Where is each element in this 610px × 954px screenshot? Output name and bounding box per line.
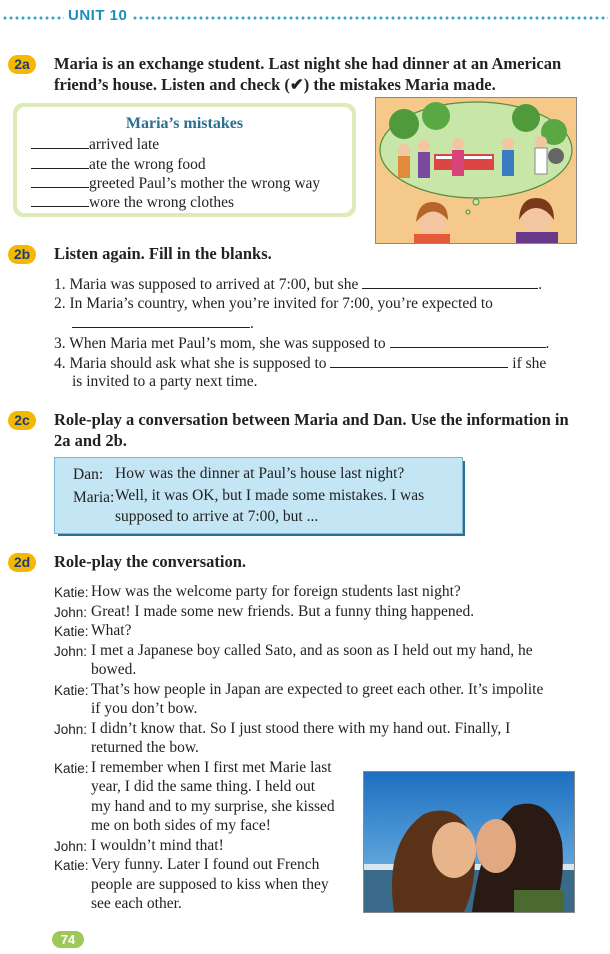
- header-dots-right: [132, 16, 608, 20]
- check-blank[interactable]: [31, 173, 89, 188]
- speech-text: see each other.: [91, 895, 182, 912]
- fill-item-4-cont: is invited to a party next time.: [72, 373, 258, 390]
- speaker-label: Katie:: [54, 858, 89, 873]
- fill-item-3-text: 3. When Maria met Paul’s mom, she was supposed to: [54, 335, 386, 352]
- speech-text: I wouldn’t mind that!: [91, 836, 224, 854]
- conversation-line: [54, 719, 584, 758]
- speech-text: That’s how people in Japan are expected to greet each other. It’s impolite: [91, 680, 544, 698]
- dialogue-dan: How was the dinner at Paul’s house last night?: [115, 465, 405, 482]
- speaker-label: Katie:: [54, 585, 89, 600]
- speech-text: I remember when I first met Marie last: [91, 758, 332, 776]
- conversation-line: [54, 621, 584, 641]
- speech-text: people are supposed to kiss when they: [91, 875, 329, 893]
- answer-blank[interactable]: [362, 274, 538, 289]
- period: .: [250, 315, 254, 332]
- conversation-line: [54, 602, 584, 622]
- conversation-line: [54, 641, 584, 680]
- speech-text: I didn’t know that. So I just stood there with my hand out. Finally, I: [91, 719, 511, 737]
- fill-item-2-blank-line: [72, 313, 254, 334]
- fill-item-1: [54, 274, 542, 295]
- fill-item-4-text: 4. Maria should ask what she is supposed to: [54, 355, 327, 372]
- instruction-2a: [54, 53, 584, 95]
- instruction-2b: Listen again. Fill in the blanks.: [54, 244, 272, 263]
- instruction-2d: Role-play the conversation.: [54, 552, 247, 571]
- fill-item-2-text: 2. In Maria’s country, when you’re invited for 7:00, you’re expected to: [54, 295, 493, 312]
- mistake-item: [31, 173, 320, 193]
- check-blank[interactable]: [31, 192, 89, 207]
- mistake-item: [31, 134, 159, 154]
- instruction-2c: [54, 409, 584, 451]
- conversation-line: [54, 680, 584, 719]
- instruction-2a-line2: friend’s house. Listen and check (✔) the mistakes Maria made.: [54, 75, 496, 94]
- answer-blank[interactable]: [390, 333, 546, 348]
- check-blank[interactable]: [31, 154, 89, 169]
- speaker-label: John:: [54, 721, 88, 737]
- mistakes-box: [13, 103, 356, 217]
- instruction-2a-line1: Maria is an exchange student. Last night she had dinner at an American: [54, 54, 562, 73]
- speech-text: me on both sides of my face!: [91, 817, 271, 834]
- dialogue-box: [54, 457, 463, 534]
- dinner-party-illustration: [375, 97, 577, 244]
- speech-text: if you don’t bow.: [91, 700, 198, 717]
- section-badge-2d: 2d: [8, 553, 36, 572]
- fill-item-4: [54, 353, 546, 374]
- section-badge-2b: 2b: [8, 245, 36, 264]
- dialogue-maria-2: supposed to arrive at 7:00, but ...: [115, 508, 319, 525]
- speaker-label: Katie:: [54, 682, 89, 698]
- speaker-label: John:: [54, 604, 88, 620]
- fill-item-2: [54, 294, 493, 314]
- speaker-dan: Dan:: [73, 466, 104, 483]
- fill-item-4-text-b: if she: [512, 355, 547, 372]
- period: .: [545, 335, 550, 352]
- fill-item-1-text: 1. Maria was supposed to arrived at 7:00, but she: [54, 276, 359, 293]
- fill-item-3: [54, 333, 549, 354]
- section-badge-2a: 2a: [8, 55, 36, 74]
- mistakes-box-inner: [17, 107, 352, 213]
- speaker-label: Katie:: [54, 624, 89, 639]
- speech-text: bowed.: [91, 661, 137, 678]
- speech-text: year, I did the same thing. I held out: [91, 778, 316, 795]
- speech-text: I met a Japanese boy called Sato, and as soon as I held out my hand, he: [91, 641, 533, 659]
- speech-text: How was the welcome party for foreign students last night?: [91, 583, 461, 600]
- speech-text: Very funny. Later I found out French: [91, 856, 320, 873]
- check-blank[interactable]: [31, 134, 89, 149]
- answer-blank[interactable]: [72, 313, 250, 328]
- speaker-label: Katie:: [54, 760, 89, 776]
- section-badge-2c: 2c: [8, 411, 36, 430]
- mistake-label: ate the wrong food: [89, 156, 206, 173]
- speech-text: returned the bow.: [91, 739, 199, 756]
- unit-header: [0, 4, 610, 30]
- dialogue-maria-1: Well, it was OK, but I made some mistakes. I was: [115, 487, 425, 504]
- conversation-line: [54, 582, 584, 602]
- page-number: 74: [52, 931, 84, 948]
- speech-text: Great! I made some new friends. But a funny thing happened.: [91, 602, 475, 620]
- header-dots-left: [2, 16, 64, 20]
- instruction-2c-line2: 2a and 2b.: [54, 431, 127, 450]
- unit-title: UNIT 10: [68, 7, 128, 24]
- speaker-maria: Maria:: [73, 489, 115, 506]
- mistake-label: arrived late: [89, 136, 160, 153]
- mistake-label: wore the wrong clothes: [89, 194, 235, 211]
- speaker-label: John:: [54, 643, 88, 659]
- instruction-2c-line1: Role-play a conversation between Maria and Dan. Use the information in: [54, 410, 569, 429]
- speaker-label: John:: [54, 838, 88, 854]
- mistakes-title: Maria’s mistakes: [125, 115, 244, 132]
- speech-text: What?: [91, 622, 132, 639]
- speech-text: my hand and to my surprise, she kissed: [91, 797, 335, 815]
- period: .: [538, 276, 543, 293]
- mistake-item: [31, 154, 206, 174]
- answer-blank[interactable]: [330, 353, 508, 368]
- kissing-photo: [363, 771, 575, 913]
- mistake-item: [31, 192, 234, 212]
- mistake-label: greeted Paul’s mother the wrong way: [89, 175, 321, 192]
